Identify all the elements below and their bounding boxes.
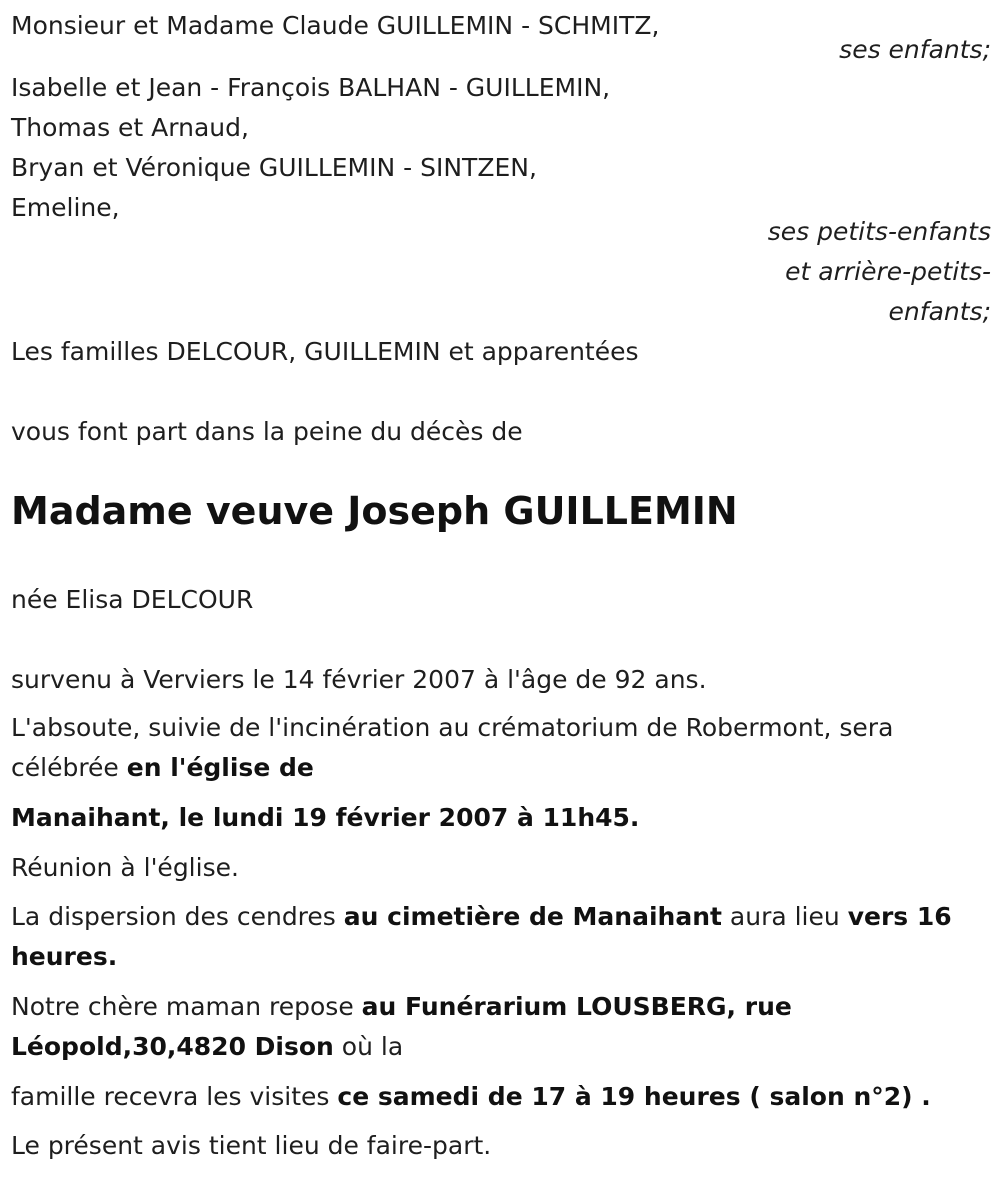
death-details: survenu à Verviers le 14 février 2007 à l'âge de 92 ans. bbox=[11, 665, 707, 694]
children-role: ses enfants; bbox=[839, 35, 991, 64]
ceremony-place: en l'église de bbox=[126, 753, 314, 782]
dispersion-paragraph bbox=[11, 897, 981, 977]
rest-paragraph bbox=[11, 987, 911, 1067]
grandchild-line: Emeline, bbox=[11, 193, 120, 222]
grandchildren-role bbox=[11, 212, 991, 332]
rest-text-2: où la bbox=[333, 1032, 404, 1061]
grandchild-line: Thomas et Arnaud, bbox=[11, 113, 249, 142]
closing-line: Le présent avis tient lieu de faire-part. bbox=[11, 1131, 492, 1160]
rest-place: au Funérarium LOUSBERG, rue Léopold,30,4820 Dison bbox=[11, 992, 792, 1061]
ceremony-paragraph bbox=[11, 708, 981, 788]
grandchild-line: Bryan et Véronique GUILLEMIN - SINTZEN, bbox=[11, 153, 537, 182]
ceremony-text: L'absoute, suivie de l'incinération au crématorium de Robermont, sera célébrée bbox=[11, 713, 894, 782]
deceased-name: Madame veuve Joseph GUILLEMIN bbox=[11, 489, 738, 533]
grandchild-line: Isabelle et Jean - François BALHAN - GUILLEMIN, bbox=[11, 73, 611, 102]
dispersion-text-2: aura lieu bbox=[721, 902, 848, 931]
ceremony-date-text: Manaihant, le lundi 19 février 2007 à 11h45. bbox=[11, 803, 640, 832]
announce-line: vous font part dans la peine du décès de bbox=[11, 417, 523, 446]
ceremony-date bbox=[11, 798, 991, 838]
visits-line bbox=[11, 1077, 991, 1117]
dispersion-time: vers 16 heures. bbox=[11, 902, 952, 971]
dispersion-text: La dispersion des cendres bbox=[11, 902, 344, 931]
dispersion-place: au cimetière de Manaihant bbox=[343, 902, 722, 931]
grandchildren-role-line: enfants; bbox=[888, 297, 991, 326]
grandchildren-list bbox=[11, 68, 991, 228]
grandchildren-role-line: et arrière-petits- bbox=[785, 257, 991, 286]
meeting-line: Réunion à l'église. bbox=[11, 853, 239, 882]
visits-text: famille recevra les visites bbox=[11, 1082, 338, 1111]
visits-time: ce samedi de 17 à 19 heures ( salon n°2) . bbox=[337, 1082, 931, 1111]
children-line: Monsieur et Madame Claude GUILLEMIN - SCHMITZ, bbox=[11, 11, 660, 40]
families-line: Les familles DELCOUR, GUILLEMIN et apparentées bbox=[11, 337, 639, 366]
birth-name: née Elisa DELCOUR bbox=[11, 585, 254, 614]
grandchildren-role-line: ses petits-enfants bbox=[767, 217, 991, 246]
rest-text: Notre chère maman repose bbox=[11, 992, 362, 1021]
